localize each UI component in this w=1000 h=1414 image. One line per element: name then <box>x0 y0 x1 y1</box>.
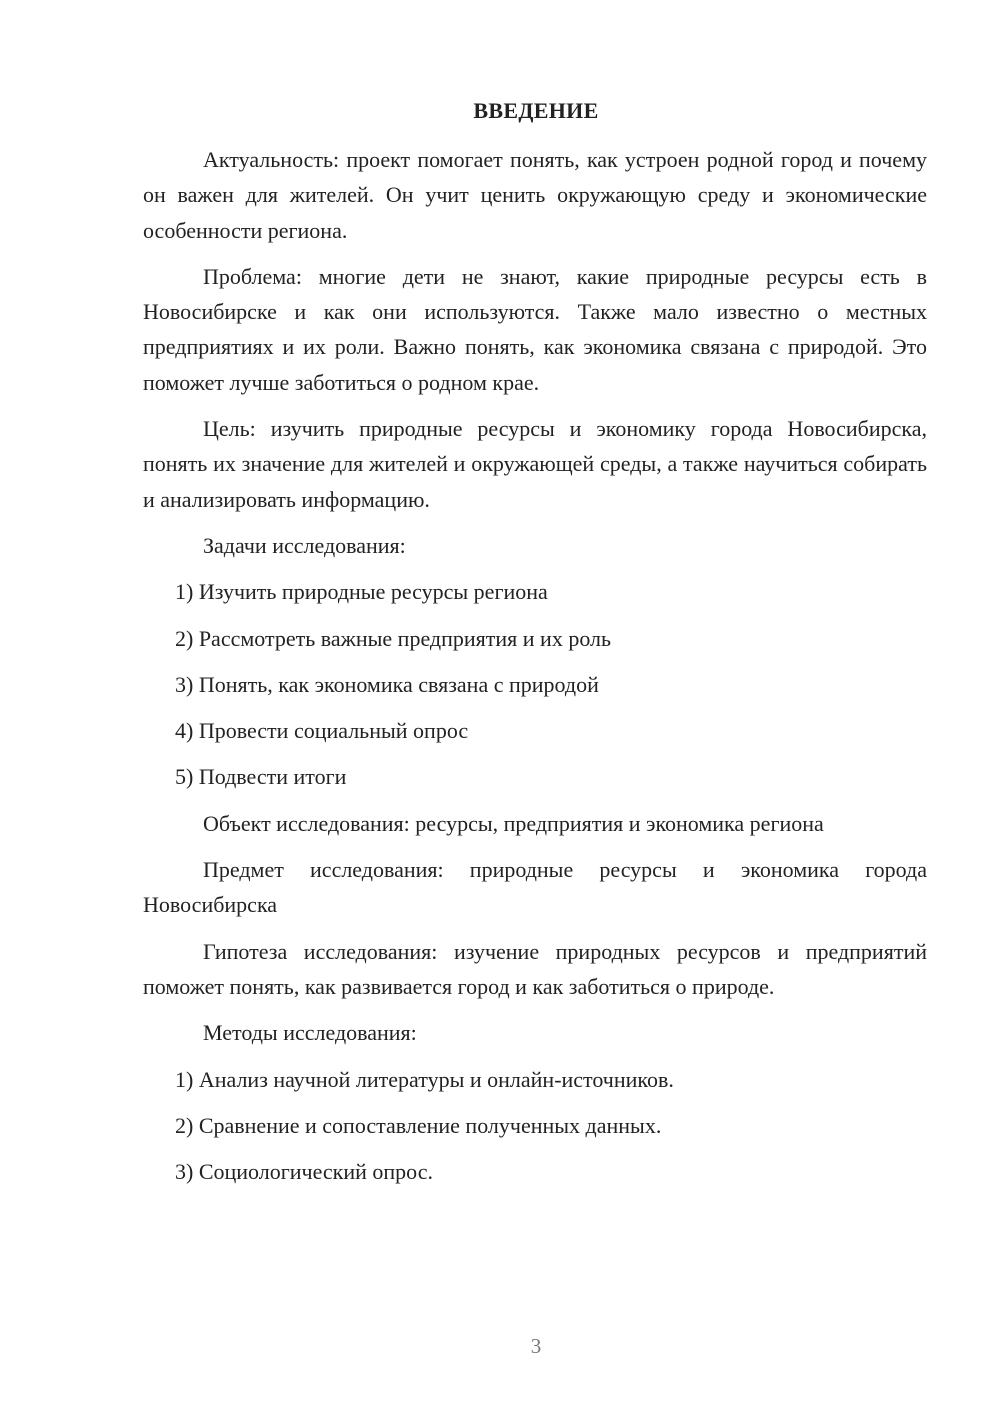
page-number: 3 <box>530 1334 542 1358</box>
page-title: ВВЕДЕНИЕ <box>473 98 599 123</box>
method-item: 3) Социологический опрос. <box>175 1159 433 1185</box>
object-paragraph: Объект исследования: ресурсы, предприятия и экономика региона <box>203 810 824 836</box>
goal-paragraph: Цель: изучить природные ресурсы и экономику города Новосибирска, понять их значение для жителей и окружающей среды, а также научиться собирать и анализировать информацию. <box>143 416 927 512</box>
task-item: 2) Рассмотреть важные предприятия и их роль <box>175 625 612 651</box>
hypothesis-paragraph: Гипотеза исследования: изучение природных ресурсов и предприятий поможет понять, как развивается город и как заботиться о природе. <box>143 938 927 999</box>
task-item: 5) Подвести итоги <box>175 764 347 790</box>
tasks-heading: Задачи исследования: <box>203 532 406 558</box>
problem-paragraph: Проблема: многие дети не знают, какие природные ресурсы есть в Новосибирске и как они используются. Также мало известно о местных предприятиях и их роли. Важно понять, как экономика связана с природой. Это поможет лучше заботиться о родном крае. <box>143 263 927 395</box>
relevance-paragraph: Актуальность: проект помогает понять, как устроен родной город и почему он важен для жителей. Он учит ценить окружающую среду и экономические особенности региона. <box>143 147 927 243</box>
page-content <box>143 142 927 1200</box>
task-item: 4) Провести социальный опрос <box>175 718 469 744</box>
methods-heading: Методы исследования: <box>203 1020 417 1046</box>
task-item: 3) Понять, как экономика связана с природой <box>175 671 599 697</box>
method-item: 1) Анализ научной литературы и онлайн-источников. <box>175 1066 674 1092</box>
method-item: 2) Сравнение и сопоставление полученных данных. <box>175 1112 662 1138</box>
task-item: 1) Изучить природные ресурсы региона <box>175 579 548 605</box>
subject-paragraph: Предмет исследования: природные ресурсы и экономика города Новосибирска <box>143 857 927 918</box>
